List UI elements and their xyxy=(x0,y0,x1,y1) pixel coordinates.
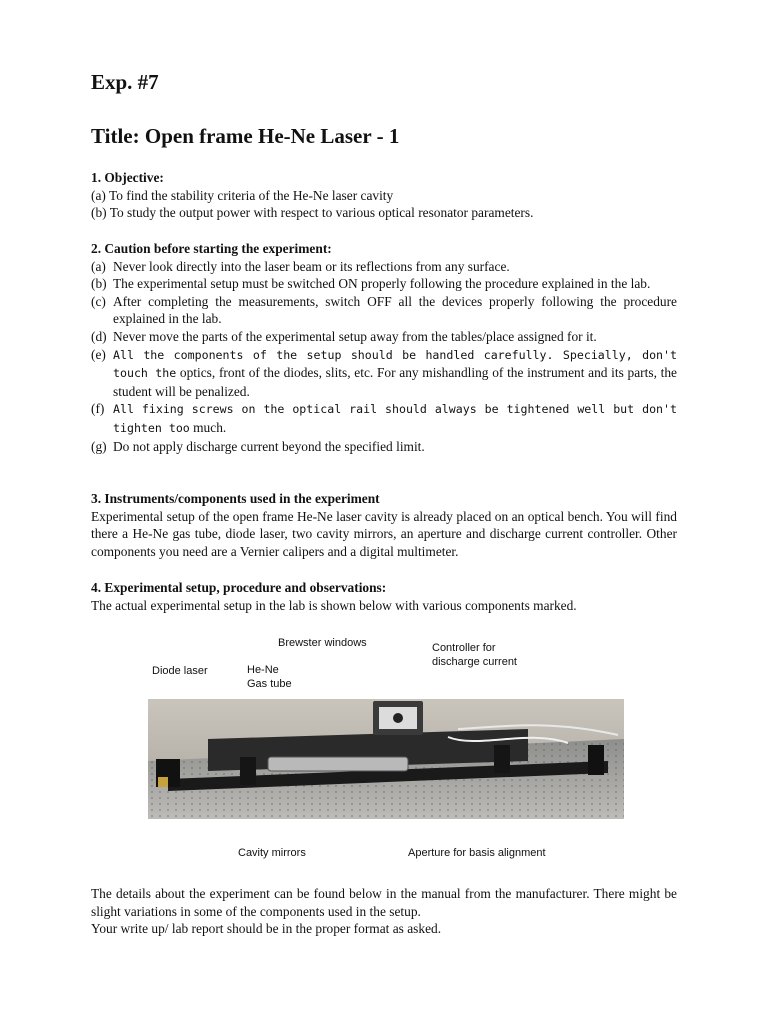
closing-section xyxy=(91,885,677,938)
caution-heading: 2. Caution before starting the experiment: xyxy=(91,241,332,256)
figure-label-controller-2: discharge current xyxy=(432,656,517,668)
experiment-number: Exp. #7 xyxy=(91,70,159,94)
setup-text: The actual experimental setup in the lab is shown below with various components marked. xyxy=(91,597,577,613)
list-item xyxy=(91,346,677,401)
list-item xyxy=(91,400,677,437)
knob-icon xyxy=(393,713,403,723)
diode-laser xyxy=(158,777,168,787)
list-item-text-part: optics, front of the diodes, slits, etc. For any mishandling of the instrument and its parts, the student will be penalized. xyxy=(113,365,677,399)
aperture-mount xyxy=(588,745,604,775)
list-item-text-part: All fixing screws on the optical rail should always be tightened well but don't tighten too xyxy=(113,402,677,435)
hene-gas-tube xyxy=(268,757,408,771)
list-item-text xyxy=(113,400,677,437)
instruments-text: Experimental setup of the open frame He-Ne laser cavity is already placed on an optical bench. You will find there a He-Ne gas tube, diode laser, two cavity mirrors, an aperture and discharge current controller. Other components you need are a Vernier calipers and a digital multimeter. xyxy=(91,508,677,559)
closing-note: Your write up/ lab report should be in the proper format as asked. xyxy=(91,921,442,937)
figure-label-aperture: Aperture for basis alignment xyxy=(408,847,546,859)
caution-section xyxy=(91,240,677,455)
list-item-label: (b) xyxy=(91,276,107,292)
list-item-text: Never look directly into the laser beam or its reflections from any surface. xyxy=(113,258,510,274)
list-item-text-part: All the components of the setup should be handled carefully. Specially, don't touch the xyxy=(113,347,677,381)
list-item-label: (e) xyxy=(91,346,106,362)
list-item-text xyxy=(113,346,677,401)
instruments-heading: 3. Instruments/components used in the experiment xyxy=(91,491,380,506)
list-item xyxy=(91,438,677,456)
list-item-label: (a) xyxy=(91,258,106,274)
caution-list xyxy=(91,258,677,456)
objective-section xyxy=(91,169,677,222)
figure-label-hene-2: Gas tube xyxy=(247,678,292,690)
objective-item-b: (b) To study the output power with respect to various optical resonator parameters. xyxy=(91,205,534,221)
closing-paragraph: The details about the experiment can be found below in the manual from the manufacturer. There might be slight variations in some of the components used in the setup. xyxy=(91,886,677,919)
setup-heading: 4. Experimental setup, procedure and observations: xyxy=(91,580,387,595)
list-item-text: Do not apply discharge current beyond the specified limit. xyxy=(113,438,425,454)
list-item-label: (g) xyxy=(91,438,107,454)
objective-heading: 1. Objective: xyxy=(91,170,164,185)
list-item-label: (d) xyxy=(91,328,107,344)
figure-label-brewster: Brewster windows xyxy=(278,637,367,649)
figure-label-hene-1: He-Ne xyxy=(247,664,279,676)
list-item-label: (c) xyxy=(91,293,106,309)
figure-label-cavity: Cavity mirrors xyxy=(238,847,306,859)
instruments-section xyxy=(91,490,677,560)
cavity-mirror-left xyxy=(240,757,256,785)
list-item-text: Never move the parts of the experimental setup away from the tables/place assigned for it. xyxy=(113,328,597,344)
figure-label-controller-1: Controller for xyxy=(432,642,496,654)
list-item-label: (f) xyxy=(91,401,105,417)
setup-photo xyxy=(148,699,624,819)
list-item xyxy=(91,275,677,293)
list-item xyxy=(91,328,677,346)
list-item-text: The experimental setup must be switched ON properly following the procedure explained in the lab. xyxy=(113,276,651,292)
setup-figure xyxy=(148,632,624,862)
list-item-text-part: much. xyxy=(193,419,227,435)
page-title: Title: Open frame He-Ne Laser - 1 xyxy=(91,124,400,148)
list-item-text: After completing the measurements, switch OFF all the devices properly following the procedure explained in the lab. xyxy=(113,293,677,327)
figure-label-diode: Diode laser xyxy=(152,665,208,677)
objective-item-a: (a) To find the stability criteria of the He-Ne laser cavity xyxy=(91,187,394,203)
list-item xyxy=(91,258,677,276)
list-item xyxy=(91,293,677,328)
setup-section xyxy=(91,579,677,614)
cavity-mirror-right xyxy=(494,745,510,773)
